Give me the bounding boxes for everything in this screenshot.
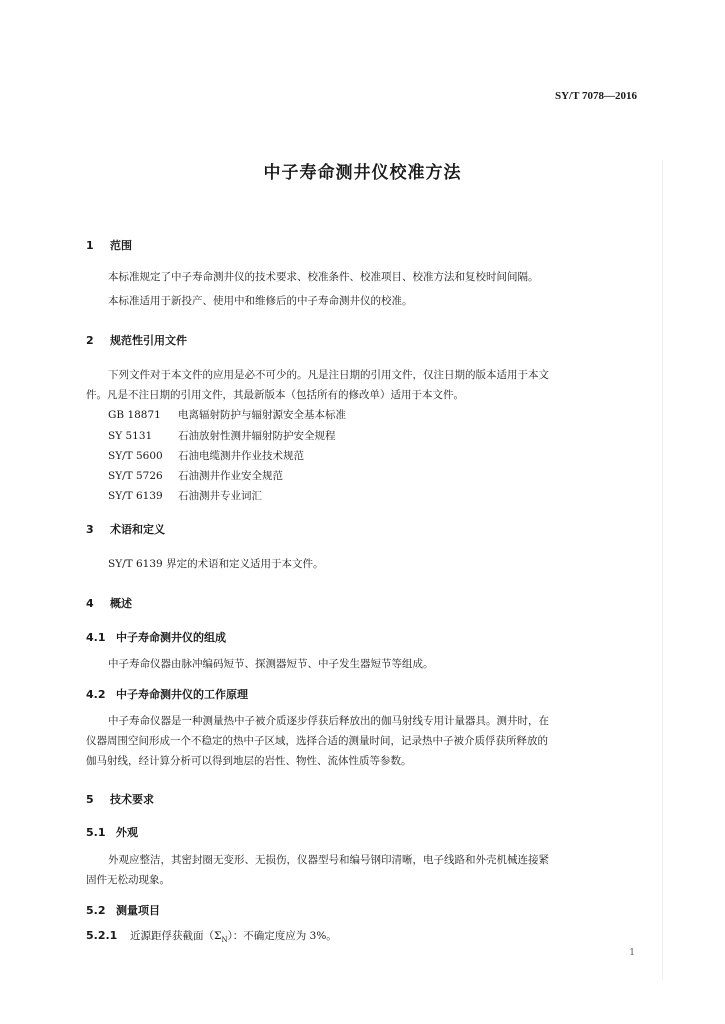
standard-code: SY/T 7078—2016 <box>554 90 637 102</box>
section-4-1-heading: 4.1 中子寿命测井仪的组成 <box>86 631 226 644</box>
section-5-heading: 5 技术要求 <box>86 793 154 806</box>
section-5-2-1-item: 5.2.1 近源距俘获截面$(\Sigma_N)$：不确定度应为 3%。 <box>86 929 337 945</box>
section-5-1-para-line-1: 外观应整洁，其密封圈无变形、无损伤，仪器型号和编号钢印清晰，电子线路和外壳机械连接紧 <box>108 854 549 866</box>
reference-item: SY/T 5600 石油电缆测井作业技术规范 <box>108 450 304 462</box>
section-2-para-line-1: 下列文件对于本文件的应用是必不可少的。凡是注日期的引用文件，仅注日期的版本适用于本文 <box>108 369 549 381</box>
section-1-heading: 1 范围 <box>86 239 132 252</box>
section-4-heading: 4 概述 <box>86 597 132 610</box>
section-3-para: SY/T 6139 界定的术语和定义适用于本文件。 <box>108 558 324 570</box>
section-4-1-para: 中子寿命仪器由脉冲编码短节、探测器短节、中子发生器短节等组成。 <box>108 658 434 670</box>
section-5-1-heading: 5.1 外观 <box>86 826 138 839</box>
scan-edge <box>662 160 663 980</box>
reference-item: SY 5131 石油放射性测井辐射防护安全规程 <box>108 430 336 442</box>
reference-item: SY/T 6139 石油测井专业词汇 <box>108 490 262 502</box>
section-1-para-1: 本标准规定了中子寿命测井仪的技术要求、校准条件、校准项目、校准方法和复校时间间隔。 <box>108 271 539 283</box>
section-4-2-para-line-1: 中子寿命仪器是一种测量热中子被介质逐步俘获后释放出的伽马射线专用计量器具。测井时，在 <box>108 715 549 727</box>
reference-item: GB 18871 电离辐射防护与辐射源安全基本标准 <box>108 409 346 421</box>
section-3-heading: 3 术语和定义 <box>86 523 165 536</box>
section-5-1-para-line-2: 固件无松动现象。 <box>86 874 170 886</box>
section-4-2-para-line-3: 伽马射线，经计算分析可以得到地层的岩性、物性、流体性质等参数。 <box>86 755 412 767</box>
section-4-2-heading: 4.2 中子寿命测井仪的工作原理 <box>86 688 248 701</box>
section-2-para-line-2: 件。凡是不注日期的引用文件，其最新版本（包括所有的修改单）适用于本文件。 <box>86 389 464 401</box>
section-5-2-heading: 5.2 测量项目 <box>86 904 160 917</box>
page-number: 1 <box>629 948 635 958</box>
section-2-heading: 2 规范性引用文件 <box>86 334 187 347</box>
section-1-para-2: 本标准适用于新投产、使用中和维修后的中子寿命测井仪的校准。 <box>108 295 413 307</box>
document-title: 中子寿命测井仪校准方法 <box>263 163 462 183</box>
reference-item: SY/T 5726 石油测井作业安全规范 <box>108 470 283 482</box>
section-4-2-para-line-2: 仪器周围空间形成一个不稳定的热中子区域，选择合适的测量时间，记录热中子被介质俘获所释放的 <box>86 735 548 747</box>
